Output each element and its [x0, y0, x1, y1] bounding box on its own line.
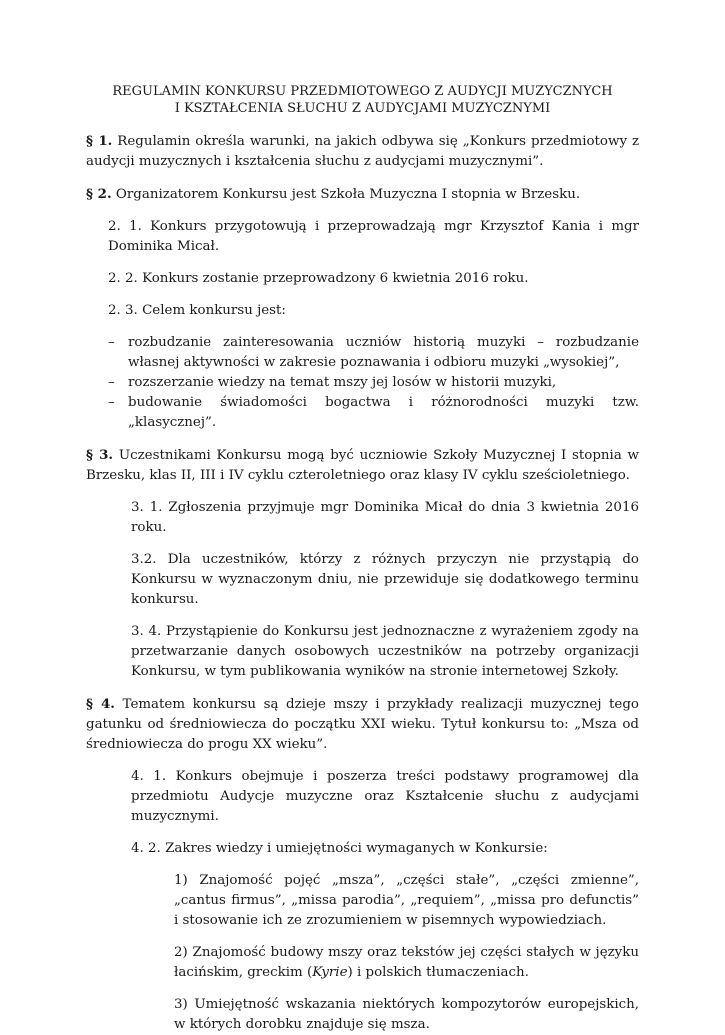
paragraph-4-2: 4. 2. Zakres wiedzy i umiejętności wymaganych w Konkursie: [131, 841, 548, 856]
section-3-text: Uczestnikami Konkursu mogą być uczniowie Szkoły Muzycznej I stopnia w Brzesku, klas II, III i IV cyklu czteroletniego oraz klasy IV cyklu sześcioletniego. [86, 448, 639, 483]
list-item-text: rozszerzanie wiedzy na temat mszy jej losów w historii muzyki, [128, 375, 557, 390]
title-line-1: REGULAMIN KONKURSU PRZEDMIOTOWEGO Z AUDYCJI MUZYCZNYCH [112, 84, 613, 99]
paragraph-3-1: 3. 1. Zgłoszenia przyjmuje mgr Dominika Micał do dnia 3 kwietnia 2016 roku. [131, 500, 639, 535]
section-1 [86, 131, 639, 172]
section-3 [86, 445, 639, 486]
list-item [86, 333, 639, 373]
document-title [86, 83, 639, 117]
paragraph-2-3: 2. 3. Celem konkursu jest: [108, 303, 286, 318]
list-item-text: budowanie świadomości bogactwa i różnorodności muzyki tzw. „klasycznej”. [128, 395, 639, 430]
title-line-2: I KSZTAŁCENIA SŁUCHU Z AUDYCJAMI MUZYCZNYMI [174, 101, 551, 116]
list-item-text: rozbudzanie zainteresowania uczniów historią muzyki – rozbudzanie własnej aktywności w zakresie poznawania i odbioru muzyki „wysokiej”, [128, 335, 639, 370]
list-item [86, 393, 639, 433]
section-1-label: § 1. [86, 133, 113, 149]
section-2 [86, 184, 639, 205]
dash-marker: – [108, 375, 115, 390]
section-4-text: Tematem konkursu są dzieje mszy i przykłady realizacji muzycznej tego gatunku od średniowiecza do początku XXI wieku. Tytuł konkursu to: „Msza od średniowiecza do progu XX wieku”. [86, 697, 639, 752]
paragraph-3-2: 3.2. Dla uczestników, którzy z różnych przyczyn nie przystąpią do Konkursu w wyznaczonym dniu, nie przewiduje się dodatkowego terminu konkursu. [131, 552, 639, 607]
dash-marker: – [108, 335, 115, 350]
list-item [86, 373, 639, 393]
requirement-2-text-b: ) i polskich tłumaczeniach. [347, 965, 529, 980]
paragraph-3-4: 3. 4. Przystąpienie do Konkursu jest jednoznaczne z wyrażeniem zgody na przetwarzanie danych osobowych uczestników na potrzeby organizacji Konkursu, w tym publikowania wyników na stronie internetowej Szkoły. [131, 624, 639, 679]
requirement-1: 1) Znajomość pojęć „msza”, „części stałe”, „części zmienne”, „cantus firmus”, „missa parodia”, „requiem”, „missa pro defunctis” i stosowanie ich ze zrozumieniem w pisemnych wypowiedziach. [174, 873, 639, 928]
section-4-label: § 4. [86, 696, 115, 712]
paragraph-4-1: 4. 1. Konkurs obejmuje i poszerza treści podstawy programowej dla przedmiotu Audycje muzyczne oraz Kształcenie słuchu z audycjami muzycznymi. [131, 769, 639, 824]
paragraph-2-2: 2. 2. Konkurs zostanie przeprowadzony 6 kwietnia 2016 roku. [108, 271, 529, 286]
goals-list [86, 333, 639, 433]
dash-marker: – [108, 395, 115, 410]
section-4 [86, 694, 639, 755]
paragraph-2-1: 2. 1. Konkurs przygotowują i przeprowadzają mgr Krzysztof Kania i mgr Dominika Micał. [108, 219, 639, 254]
requirement-2-kyrie: Kyrie [312, 965, 348, 980]
section-2-text: Organizatorem Konkursu jest Szkoła Muzyczna I stopnia w Brzesku. [115, 187, 581, 202]
requirement-2-text-a: 2) Znajomość budowy mszy oraz tekstów jej części stałych w języku łacińskim, greckim ( [174, 945, 639, 980]
section-1-text: Regulamin określa warunki, na jakich odbywa się „Konkurs przedmiotowy z audycji muzycznych i kształcenia słuchu z audycjami muzycznymi”. [86, 134, 639, 169]
requirement-3: 3) Umiejętność wskazania niektórych kompozytorów europejskich, w których dorobku znajduje się msza. [174, 997, 639, 1032]
section-3-label: § 3. [86, 447, 114, 463]
requirement-2 [86, 943, 639, 983]
section-2-label: § 2. [86, 186, 112, 202]
